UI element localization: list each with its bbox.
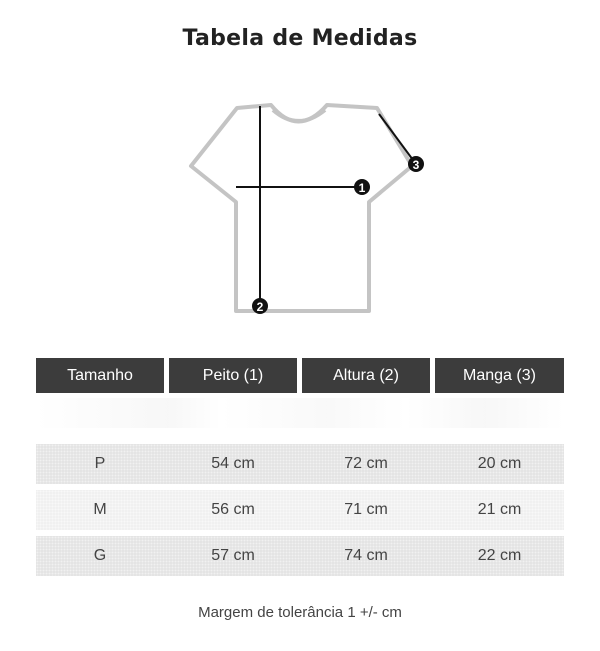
cell-height: 74 cm	[344, 547, 388, 564]
cell-chest: 56 cm	[211, 501, 255, 518]
table-row	[36, 490, 564, 530]
marker-1-label: 1	[358, 181, 366, 195]
header-height: Altura (2)	[302, 358, 430, 393]
cell-size: G	[93, 547, 107, 564]
sleeve-line	[379, 114, 413, 160]
faded-watermark	[36, 398, 564, 428]
cell-size: M	[93, 501, 107, 518]
cell-chest: 57 cm	[211, 547, 255, 564]
header-chest: Peito (1)	[169, 358, 297, 393]
marker-1	[354, 179, 370, 195]
header-size: Tamanho	[36, 358, 164, 393]
tshirt-diagram	[180, 98, 430, 323]
cell-chest: 54 cm	[211, 455, 255, 472]
marker-2-label: 2	[256, 300, 264, 314]
header-sleeve: Manga (3)	[435, 358, 564, 393]
measure-lines	[236, 106, 413, 306]
cell-sleeve: 22 cm	[477, 547, 522, 564]
tolerance-note: Margem de tolerância 1 +/- cm	[198, 604, 402, 621]
cell-sleeve: 21 cm	[477, 501, 522, 518]
cell-height: 72 cm	[344, 455, 388, 472]
marker-3	[408, 156, 424, 172]
tshirt-outline	[191, 105, 412, 311]
marker-3-label: 3	[412, 158, 420, 172]
cell-sleeve: 20 cm	[477, 455, 522, 472]
table-row	[36, 536, 564, 576]
page-title: Tabela de Medidas	[182, 26, 418, 51]
cell-height: 71 cm	[344, 501, 388, 518]
marker-2	[252, 298, 268, 314]
cell-size: P	[94, 455, 106, 472]
table-row	[36, 444, 564, 484]
